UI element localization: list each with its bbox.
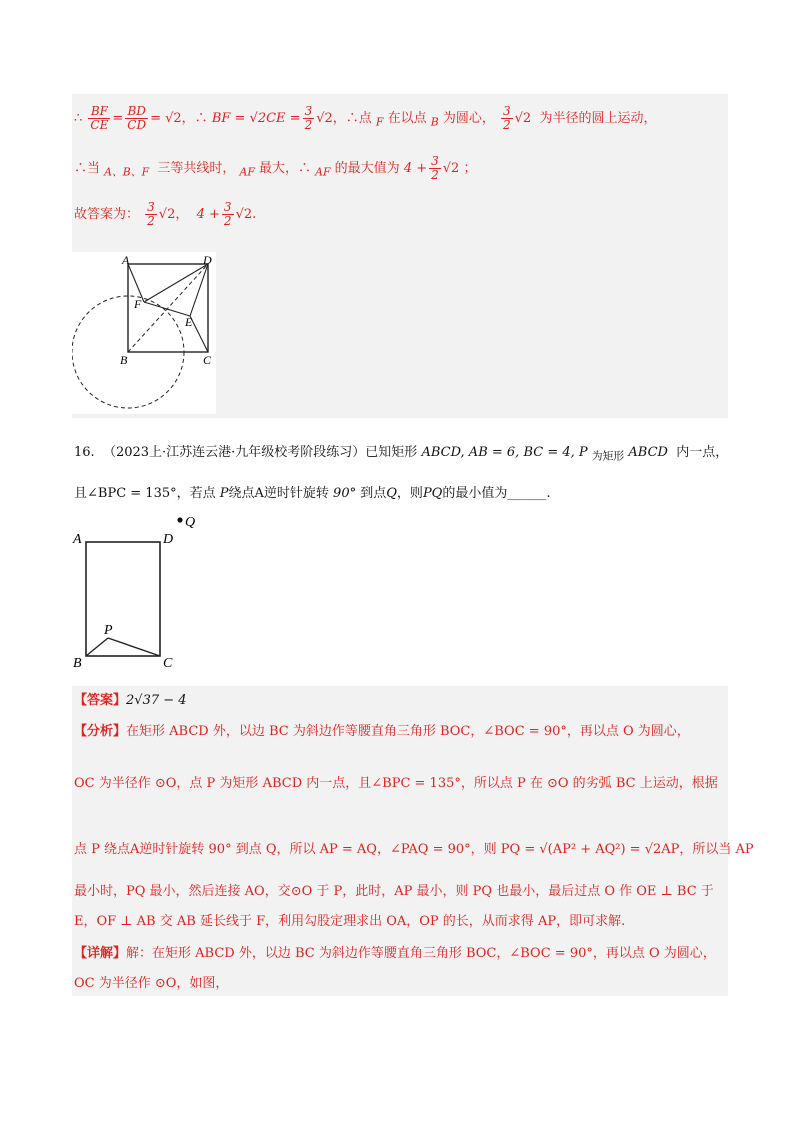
- label-B: B: [73, 656, 82, 671]
- geometry-figure-2: [72, 510, 212, 672]
- label-C: C: [163, 656, 173, 671]
- point-q: [177, 517, 182, 522]
- fraction-three-halves: $\frac{3}{2}$: [304, 104, 313, 132]
- solution-line-1: ∴ $\frac{BF}{CE}$ = $\frac{BD}{CD}$ = √2，∴ BF = √2CE = $\frac{3}{2}$ √2，∴点 $_F$ 在以点 $_B$ 为圆心， $\frac{3}{2}$ √2 为半径的圆上运动，: [74, 104, 657, 132]
- label-P: P: [104, 623, 113, 638]
- segment-pc: [108, 638, 160, 656]
- rectangle-abcd: [86, 542, 160, 656]
- fraction-three-halves-4: $\frac{3}{2}$: [147, 200, 155, 228]
- analysis-line-4: 最小时，PQ 最小，然后连接 AO，交⊙O 于 P，此时，AP 最小，则 PQ 也最小，最后过点 O 作 OE ⊥ BC 于: [74, 884, 714, 899]
- label-Q: Q: [185, 515, 196, 530]
- fraction-three-halves-3: $\frac{3}{2}$: [431, 154, 439, 182]
- label-D: D: [203, 253, 212, 267]
- analysis-line-2: OC 为半径作 ⊙O，点 P 为矩形 ABCD 内一点，且∠BPC = 135°，所以点 P 在 ⊙O 的劣弧 BC 上运动，根据: [74, 776, 718, 791]
- solution-line-2: ∴当 $_{A、B、F}$ 三等共线时， $_{AF}$ 最大，∴ $_{AF}$ 的最大值为 4 + $\frac{3}{2}$ √2 ；: [74, 154, 477, 182]
- label-C: C: [203, 353, 212, 367]
- label-E: E: [185, 315, 193, 329]
- solution-line-3: 故答案为： $\frac{3}{2}$ √2， 4 + $\frac{3}{2}$ √2.: [74, 200, 257, 228]
- answer-value: 2√37 − 4: [126, 693, 187, 708]
- label-D: D: [163, 532, 174, 547]
- question-line-2: 且∠BPC = 135°，若点 P绕点A逆时针旋转 90° 到点Q，则PQ的最小值为______.: [74, 486, 551, 501]
- segment-bp: [86, 638, 108, 656]
- fraction-three-halves-2: $\frac{3}{2}$: [503, 104, 511, 132]
- answer-line: 【答案】2√37 − 4: [74, 693, 187, 708]
- analysis-line-5: E，OF ⊥ AB 交 AB 延长线于 F，利用勾股定理求出 OA，OP 的长，从而求得 AP，即可求解.: [74, 914, 626, 929]
- label-B: B: [120, 353, 128, 367]
- question-line-1: 16. （2023上·江苏连云港·九年级校考阶段练习）已知矩形 ABCD, AB = 6, BC = 4, P $_{为矩形}$ ABCD 内一点，: [74, 445, 729, 463]
- analysis-line-3: 点 P 绕点A逆时针旋转 90° 到点 Q，所以 AP = AQ，∠PAQ = 90°，则 PQ = √(AP² + AQ²) = √2AP，所以当 AP: [74, 842, 754, 857]
- fraction-bd-cd: $\frac{BD}{CD}$: [127, 104, 147, 132]
- detail-line-1: 【详解】解：在矩形 ABCD 外，以边 BC 为斜边作等腰直角三角形 BOC，∠BOC = 90°，再以点 O 为圆心，: [74, 946, 716, 961]
- analysis-line-1: 【分析】在矩形 ABCD 外，以边 BC 为斜边作等腰直角三角形 BOC，∠BOC = 90°，再以点 O 为圆心，: [74, 724, 690, 739]
- geometry-figure-1: [72, 252, 216, 414]
- label-F: F: [134, 297, 142, 311]
- fraction-three-halves-5: $\frac{3}{2}$: [223, 200, 232, 228]
- fraction-bf-ce: $\frac{BF}{CE}$: [90, 104, 109, 132]
- label-A: A: [122, 253, 130, 267]
- figure-1-background: [72, 252, 216, 414]
- answer-blank: ______: [507, 486, 547, 501]
- label-A: A: [73, 532, 82, 547]
- detail-line-2: OC 为半径作 ⊙O，如图，: [74, 976, 229, 991]
